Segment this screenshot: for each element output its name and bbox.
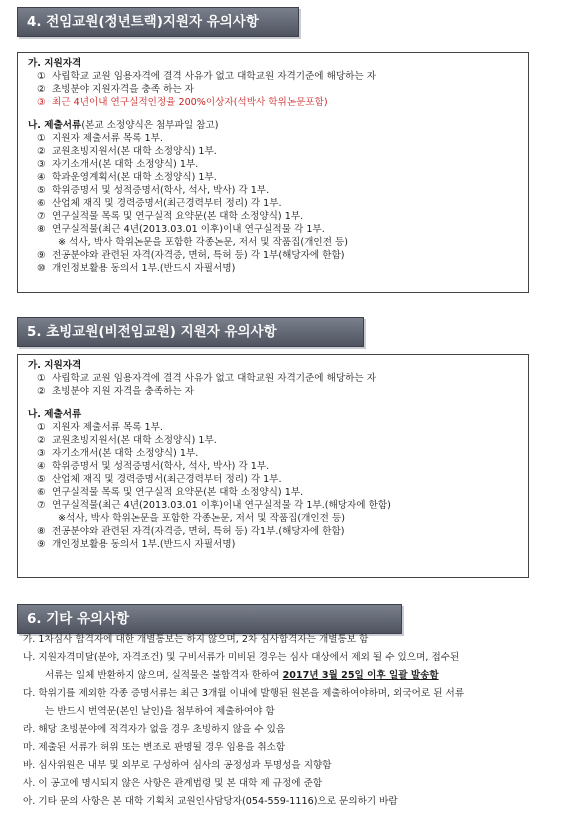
list-item: ⑥ 연구실적물 목록 및 연구실적 요약문(본 대학 소정양식) 1부. <box>37 487 304 498</box>
list-item: ② 초빙분야 지원 자격을 충족하는 자 <box>37 386 194 397</box>
sec5-qualification-heading: 가. 지원자격 <box>28 360 82 371</box>
list-item: ① 지원자 제출서류 목록 1부. <box>37 133 163 144</box>
sec4-qualification-heading: 가. 지원자격 <box>28 58 82 69</box>
section-5-header: 5. 초빙교원(비전임교원) 지원자 유의사항 <box>17 317 364 347</box>
note-line: 다. 학위기를 제외한 각종 증명서류는 최근 3개월 이내에 발행된 원본을 제출하여야하며, 외국어로 된 서류 <box>23 688 465 699</box>
list-item-highlight: ③ 최근 4년이내 연구실적인정율 200%이상자(석박사 학위논문포함) <box>37 97 328 108</box>
section-6-notes <box>23 631 575 811</box>
section-4-box <box>17 52 529 293</box>
list-item: ⑨ 전공분야와 관련된 자격(자격증, 면허, 특허 등) 각 1부(해당자에 한함) <box>37 250 345 261</box>
section-5-box <box>17 354 529 578</box>
list-item: ① 사립학교 교원 임용자격에 결격 사유가 없고 대학교원 자격기준에 해당하는 자 <box>37 373 377 384</box>
list-item: ⑦ 연구실적물 목록 및 연구실적 요약문(본 대학 소정양식) 1부. <box>37 211 304 222</box>
section-6-header: 6. 기타 유의사항 <box>17 604 402 634</box>
list-item: ② 초빙분야 지원자격을 충족 하는 자 <box>37 84 194 95</box>
sec5-documents-heading: 나. 제출서류 <box>28 409 82 420</box>
list-item: ⑨ 개인정보활용 동의서 1부.(반드시 자필서명) <box>37 539 236 550</box>
list-item: ⑧ 연구실적물(최근 4년(2013.03.01 이후)이내 연구실적물 각 1부. <box>37 224 325 235</box>
note-line-continued: 서류는 일체 반환하지 않으며, 실적물은 불합격자 한하여 2017년 3월 25일 이후 일괄 발송함 <box>45 670 439 681</box>
note-line: 바. 심사위원은 내부 및 외부로 구성하여 심사의 공정성과 투명성을 지향함 <box>23 760 332 771</box>
list-item: ④ 학위증명서 및 성적증명서(학사, 석사, 박사) 각 1부. <box>37 461 270 472</box>
list-item: ⑩ 개인정보활용 동의서 1부.(반드시 자필서명) <box>37 263 236 274</box>
note-line: 마. 제출된 서류가 허위 또는 변조로 판명될 경우 임용을 취소함 <box>23 742 286 753</box>
list-subnote: ※석사, 박사 학위논문을 포함한 각종논문, 저서 및 작품집(개인전 등) <box>58 513 345 524</box>
list-item: ⑤ 학위증명서 및 성적증명서(학사, 석사, 박사) 각 1부. <box>37 185 270 196</box>
sec4-documents-heading: 나. 제출서류(본교 소정양식은 첨부파일 참고) <box>28 120 219 131</box>
list-item: ⑧ 전공분야와 관련된 자격(자격증, 면허, 특허 등) 각1부.(해당자에 한함) <box>37 526 345 537</box>
return-date-emphasis: 2017년 3월 25일 이후 일괄 발송함 <box>282 670 439 681</box>
note-line: 가. 1차심사 합격자에 대한 개별통보는 하지 않으며, 2차 심사합격자는 개별통보 함 <box>23 634 369 645</box>
list-item: ③ 자기소개서(본 대학 소정양식) 1부. <box>37 448 199 459</box>
list-item: ② 교원초빙지원서(본 대학 소정양식) 1부. <box>37 435 217 446</box>
list-item: ② 교원초빙지원서(본 대학 소정양식) 1부. <box>37 146 217 157</box>
section-4-header: 4. 전임교원(정년트랙)지원자 유의사항 <box>17 7 299 37</box>
note-line: 아. 기타 문의 사항은 본 대학 기획처 교원인사담당자(054-559-1116)으로 문의하기 바람 <box>23 796 398 807</box>
list-subnote: ※ 석사, 박사 학위논문을 포함한 각종논문, 저서 및 작품집(개인전 등) <box>58 237 349 248</box>
list-item: ① 지원자 제출서류 목록 1부. <box>37 422 163 433</box>
list-item: ① 사립학교 교원 임용자격에 결격 사유가 없고 대학교원 자격기준에 해당하는 자 <box>37 71 377 82</box>
note-line: 나. 지원자격미달(분야, 자격조건) 및 구비서류가 미비된 경우는 심사 대상에서 제외 될 수 있으며, 접수된 <box>23 652 460 663</box>
note-line: 라. 해당 초빙분야에 적격자가 없을 경우 초빙하지 않을 수 있음 <box>23 724 286 735</box>
list-item: ⑦ 연구실적물(최근 4년(2013.03.01 이후)이내 연구실적물 각 1부.(해당자에 한함) <box>37 500 391 511</box>
note-line-continued: 는 반드시 번역문(본인 날인)을 첨부하여 제출하여야 함 <box>45 706 275 717</box>
list-item: ④ 학과운영계획서(본 대학 소정양식) 1부. <box>37 172 217 183</box>
list-item: ③ 자기소개서(본 대학 소정양식) 1부. <box>37 159 199 170</box>
list-item: ⑤ 산업체 재직 및 경력증명서(최근경력부터 정리) 각 1부. <box>37 474 282 485</box>
note-line: 사. 이 공고에 명시되지 않은 사항은 관계법령 및 본 대학 제 규정에 준함 <box>23 778 323 789</box>
list-item: ⑥ 산업체 재직 및 경력증명서(최근경력부터 정리) 각 1부. <box>37 198 282 209</box>
